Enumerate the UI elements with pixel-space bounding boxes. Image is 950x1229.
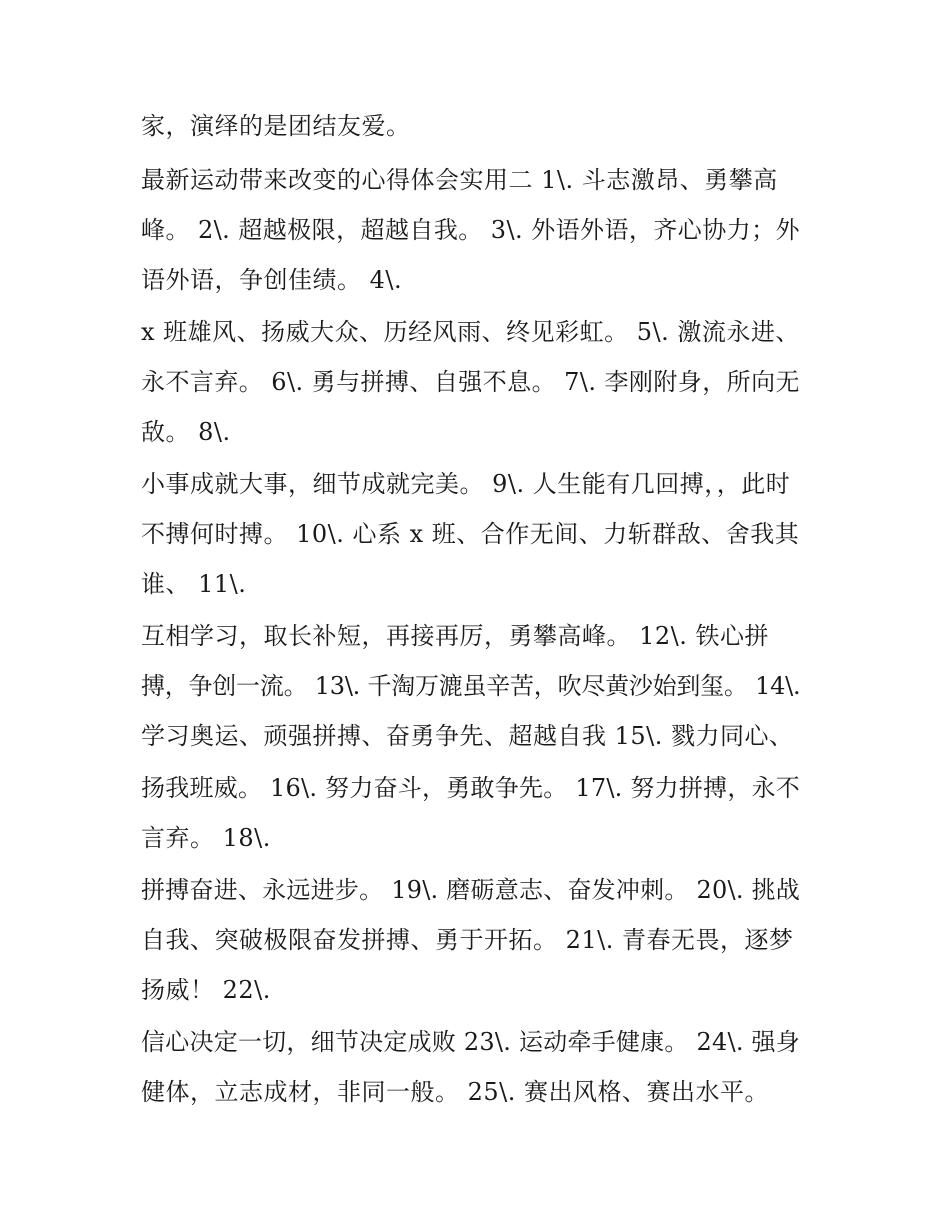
text-line-11: 互相学习，取长补短，再接再厉，勇攀高峰。 12\. 铁心拼: [141, 622, 770, 650]
text-line-14: 扬我班威。 16\. 努力奋斗，勇敢争先。 17\. 努力拼搏，永不: [141, 774, 801, 802]
text-line-15: 言弃。 18\.: [141, 824, 271, 852]
text-line-12: 搏，争创一流。 13\. 千淘万漉虽辛苦，吹尽黄沙始到玺。 14\.: [141, 672, 801, 700]
text-line-2: 最新运动带来改变的心得体会实用二 1\. 斗志激昂、勇攀高: [141, 166, 778, 194]
text-line-16: 拼搏奋进、永远进步。 19\. 磨砺意志、奋发冲刺。 20\. 挑战: [141, 876, 801, 904]
text-line-8: 小事成就大事，细节成就完美。 9\. 人生能有几回搏，，此时: [141, 470, 791, 498]
text-line-20: 健体，立志成材，非同一般。 25\. 赛出风格、赛出水平。: [141, 1078, 770, 1106]
text-line-17: 自我、突破极限奋发拼搏、勇于开拓。 21\. 青春无畏，逐梦: [141, 926, 794, 954]
text-line-5: x 班雄风、扬威大众、历经风雨、终见彩虹。 5\. 激流永进、: [141, 318, 800, 346]
text-line-3: 峰。 2\. 超越极限，超越自我。 3\. 外语外语，齐心协力；外: [141, 216, 800, 244]
text-line-13: 学习奥运、顽强拼搏、奋勇争先、超越自我 15\. 戮力同心、: [141, 722, 794, 750]
text-line-4: 语外语，争创佳绩。 4\.: [141, 266, 403, 294]
text-line-19: 信心决定一切，细节决定成败 23\. 运动牵手健康。 24\. 强身: [141, 1028, 801, 1056]
text-line-18: 扬威！ 22\.: [141, 976, 271, 1004]
text-line-10: 谁、 11\.: [141, 570, 247, 598]
text-line-1: 家，演绎的是团结友爱。: [141, 112, 411, 140]
text-line-9: 不搏何时搏。 10\. 心系 x 班、合作无间、力斩群敌、舍我其: [141, 520, 800, 548]
text-line-7: 敌。 8\.: [141, 418, 231, 446]
text-line-6: 永不言弃。 6\. 勇与拼搏、自强不息。 7\. 李刚附身，所向无: [141, 368, 800, 396]
